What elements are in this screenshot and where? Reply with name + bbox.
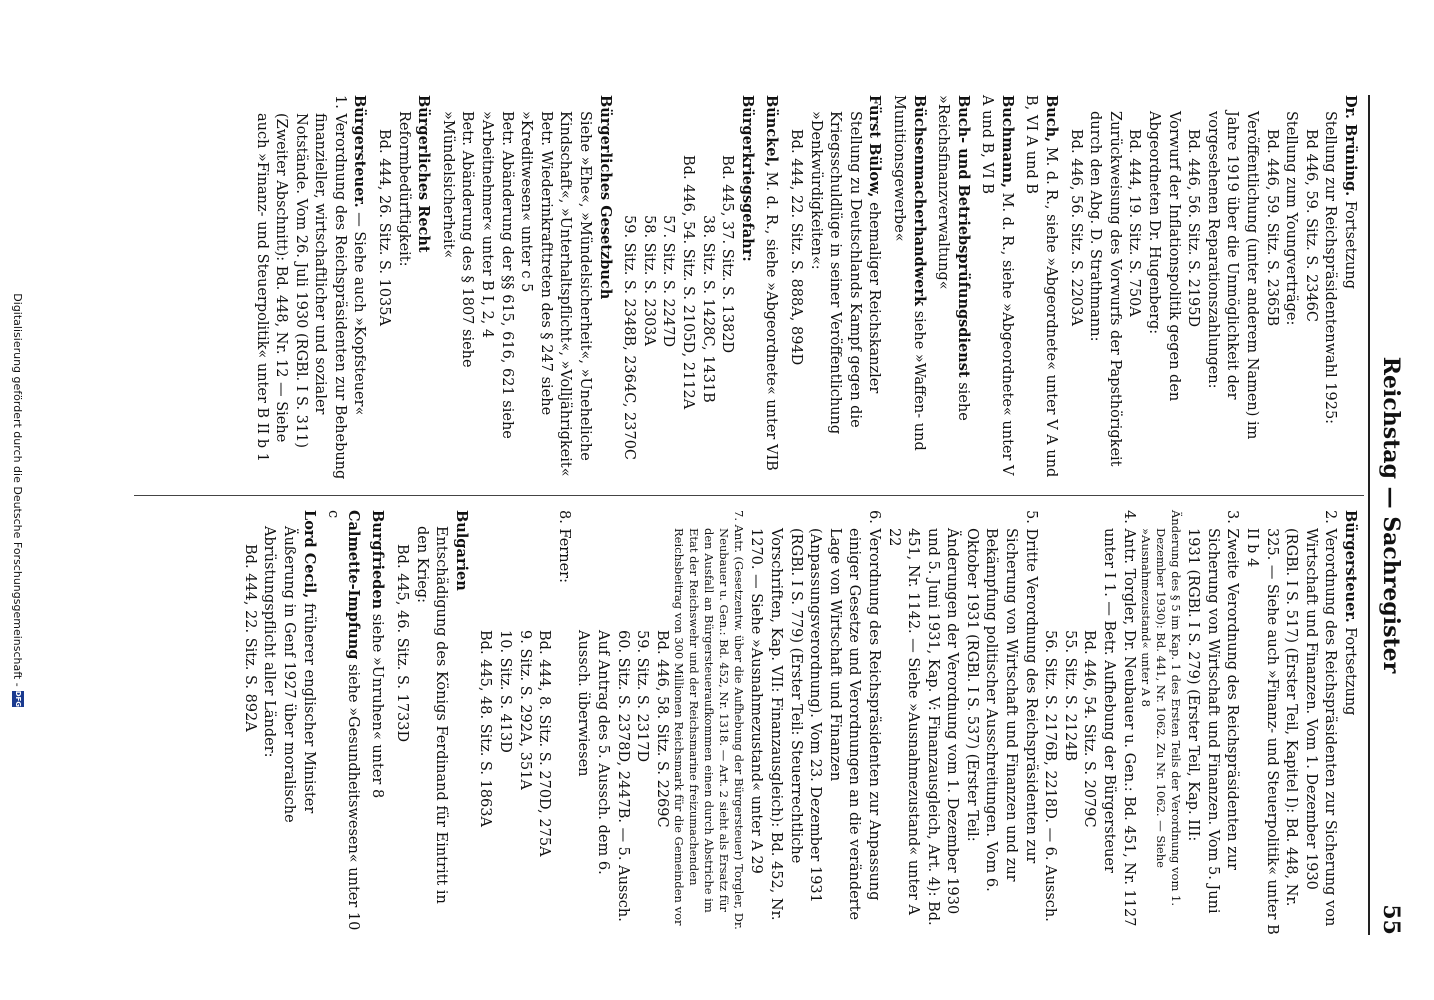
reference-line: 55. Sitz. S. 2124B [1061,630,1078,762]
register-entry [888,95,928,480]
entry-line: 1. Verordnung des Reichspräsidenten zur Behebung finanzieller, wirtschaftlicher und sozialer Notstände. Vom 26. Juli 1930 (RGBl. I S. 311) (Zweiter Abschnitt): Bd. 448, Nr. 12 — Siehe auch »Finanz- und Steuerpolitik« unter B II b 1 [253,95,348,480]
reference-line: Bd 446, 59. Sitz. S. 2346C [1302,129,1319,322]
right-column [235,510,1360,935]
entry-first-line [450,510,471,935]
register-entry [239,510,318,935]
entry-line: Änderung des § 5 im Kap. 1 des Ersten Teils der Verordnung vom 1. Dezember 1930): Bd. 441, Nr. 1062. Zu Nr. 1062. — Siehe »Ausnahmezustand« unter A 8 [1138,510,1183,906]
entry-keyword: Buch- und Betriebsprüfungsdienst [954,95,972,378]
reference-line: Bd. 446, 59. Sitz. S. 2365B [1263,129,1280,327]
entry-line: Betr. Wiederinkrafttreten des § 247 siehe »Kreditwesen« unter c 5 [518,111,554,416]
entry-inline-text: Fortsetzung [1342,627,1358,716]
entry-first-line [413,95,434,480]
entry-keyword: Lord Cecil, [300,510,318,599]
entry-first-line [1339,510,1360,935]
entry-line: 4. Antr. Torgler, Dr. Neubauer u. Gen.: Bd. 451, Nr. 1127 unter I 1. — Betr. Aufhebung der Bürgersteuer [1101,510,1137,927]
entry-line: Auf Antrag des 5. Aussch. dem 6. Aussch. überwiesen [575,630,611,875]
register-entry [761,95,782,480]
entry-line: Zurückweisung des Vorwurfs der Papsthörigkeit durch den Abg. D. Strathmann: [1087,111,1123,467]
entry-keyword: Büchsenmacherhandwerk [910,95,928,307]
register-entry [933,95,973,480]
register-entry [251,95,370,480]
page-title: Reichstag — Sachregister [1378,356,1404,674]
entry-inline-text: M. d. R., siehe »Abgeordnete« unter VIB [763,171,780,471]
entry-keyword: Bünckel, [763,95,781,167]
entry-first-line [761,95,782,480]
entry-keyword: Bürgerliches Gesetzbuch [596,95,614,300]
digitization-footer [7,0,29,1000]
entry-inline-text: siehe »Waffen- und Munitionsgewerbe« [890,95,927,451]
reference-line: Bd. 444, 22. Sitz. S. 888A, 894D [787,129,804,366]
entry-inline-text: siehe »Gesundheitswesen« unter 10 c [325,510,361,931]
entry-line: Siehe »Ehe«, »Mündelsicherheit«, »Uneheliche Kindschaft«, »Unterhaltspflicht«, »Volljährigkeit« [557,111,594,477]
entry-line: Veröffentlichung (unter anderem Namen) im Jahre 1919 über die Unmöglichkeit der vorgesehenen Reparationszahlungen: [1204,111,1261,440]
reference-line: Bd. 445, 46. Sitz. S. 1733D [394,544,411,743]
entry-keyword: Buchmann, [998,95,1016,189]
register-entry [437,95,614,480]
entry-inline-text: M. d. R., siehe »Abgeordnete« unter V A und B, VI B [979,95,1015,476]
entry-first-line [298,510,319,935]
reference-line: 57. Sitz. S. 2247D [660,215,677,348]
register-entry [619,95,757,480]
entry-line: 6. Verordnung des Reichspräsidenten zur Anpassung einiger Gesetze und Verordnungen an die veränderte Lage von Wirtschaft und Finanzen (Anpassungsverordnung). Vom 23. Dezember 1931 (RGBl. I S. 779) (Erster Teil: Steuerrechtliche Vorschriften, Kap. VII: Finanzausgleich): Bd. 452, Nr. 1270. — Siehe »Ausnahmezustand« unter A 29 [748,510,882,921]
entry-line: Betr. Abänderung des § 1807 siehe »Mündelsicherheit« [439,111,476,368]
register-entry [977,95,1017,480]
entry-line: Stellung zur Reichspräsidentenwahl 1925: [1322,111,1339,425]
entry-inline-text: früherer englischer Minister [300,602,317,814]
entry-first-line [1021,95,1061,480]
reference-line: Bd. 445, 37. Sitz. S. 1382D [719,155,736,354]
entry-first-line [864,95,885,480]
reference-line: Bd. 446, 54. Sitz. S. 2079C [1081,630,1098,828]
entry-keyword: Bürgerliches Recht [415,95,433,253]
reference-line: 38. Sitz. S. 1428C, 1431B [699,215,716,403]
entry-line: 5. Dritte Verordnung des Reichspräsidenten zur Sicherung von Wirtschaft und Finanzen und zur Bekämpfung politischer Ausschreitungen. Vom 6. Oktober 1931 (RGBl. I S. 537) (Erster Teil: Änderungen der Verordnung vom 1. Dezember 1930 und 5. Juni 1931, Kap. V: Finanzausgleich, Art. 4): Bd. 451, Nr. 1142. — Siehe »Ausnahmezustand« unter A 22 [885,510,1039,926]
register-entry [374,95,434,480]
entry-line: Stellung zum Youngverträge: [1283,111,1300,326]
entry-line: 2. Verordnung des Reichspräsidenten zur Sicherung von Wirtschaft und Finanzen. Vom 1. Dezember 1930 (RGBl. I S. 517) (Erster Teil, Kapitel I): Bd. 448, Nr. 325. — Siehe auch »Finanz- und Steuerpolitik« unter B II b 4 [1244,510,1339,935]
page-number: 55 [1378,904,1404,935]
entry-keyword: Buch, [1043,95,1061,143]
register-entry [367,510,388,935]
entry-first-line [1339,95,1360,480]
reference-line: Bd. 446, 56. Sitz. S. 2203A [1067,129,1084,326]
entry-keyword: Burgfrieden [369,510,387,610]
entry-inline-text: siehe »Reichsfinanzverwaltung« [935,95,971,421]
entry-first-line [933,95,973,480]
entry-line: Äußerung in Genf 1927 über moralische Abrüstungspflicht aller Länder: [261,526,298,823]
register-entry [391,510,470,935]
entry-first-line [736,95,757,480]
entry-inline-text: ehemaliger Reichskanzler [866,202,883,394]
entry-first-line [888,95,928,480]
entry-keyword: Bulgarien [452,510,470,591]
page-header [1372,95,1404,935]
entry-first-line [367,510,388,935]
header-rule [1368,95,1370,935]
entry-keyword: Dr. Brüning. [1342,95,1359,197]
reference-line: 10. Sitz. S. 413D [497,630,514,753]
entry-keyword: Calmette-Impfung [344,510,362,660]
reference-line: Bd. 444, 19. Sitz. S. 750A [1126,129,1143,317]
reference-line: Bd. 446, 54. Sitz. S. 2105D, 2112A [680,155,696,410]
dfg-logo-icon: DFG [14,690,22,708]
entry-line: 7. Antr. (Gesetzentw. über die Aufhebung der Bürgersteuer) Torgler, Dr. Neubauer u. Gen.: Bd. 452, Nr. 1318. — Art. 2 sieht als Ersatz für den Ausfall an Bürgersteueraufkommen einen durch Abstriche im Etat der Reichswehr und der Reichsmarine freizumachenden Reichsbeitrag von 300 Millionen Reichsmark für die Gemeinden vor [671,510,746,930]
entry-keyword: Fürst Bülow, [866,95,884,198]
reference-line: 9. Sitz. S. 292A, 351A [516,630,533,790]
reference-line: 59. Sitz. S. 2317D [634,630,651,763]
entry-inline-text: Fortsetzung [1342,200,1358,290]
reference-line: Bd. 445, 48. Sitz. S. 1863A [477,630,494,827]
reference-line: Bd. 446, 58. Sitz. S. 2269C [653,630,670,828]
register-entry [323,510,363,935]
register-entry [785,95,884,480]
entry-line: Vorwurf der Inflationspolitik gegen den Abgeordneten Dr. Hugenberg: [1146,111,1182,402]
entry-keyword: Bürgerkriegsgefahr: [738,95,756,262]
entry-inline-text: M. d. R., siehe »Abgeordnete« unter V A und B, VI A und B [1023,95,1060,478]
reference-line: 60. Sitz. S. 2378D, 2447B. — 5. Aussch. [614,630,631,922]
entry-inline-text: siehe »Unruhen« unter 8 [369,613,386,799]
entry-line: Betr. Abänderung der §§ 615, 616, 621 siehe »Arbeitnehmer« unter B I, 2, 4 [479,111,515,439]
column-divider [134,495,1364,496]
reference-line: 58. Sitz. S. 2303A [640,215,657,346]
entry-line: Stellung zu Deutschlands Kampf gegen die Kriegsschuldlüge in seiner Veröffentlichung »Denkwürdigkeiten«: [807,111,863,435]
reference-line: Bd. 444, 8. Sitz. S. 270D, 275A [536,630,553,857]
entry-keyword: Bürgersteuer. [1342,510,1359,623]
entry-keyword: Bürgersteuer. [351,95,369,208]
reference-line: Bd. 444, 22. Sitz. S. 892A [241,544,258,732]
reference-line: 56. Sitz. S. 2176B, 2218D. — 6. Aussch. [1042,630,1059,922]
left-column [247,95,1360,480]
reference-line: Bd. 444, 26. Sitz. S. 1035A [376,129,393,326]
entry-first-line [594,95,615,480]
entry-line: Entschädigung des Königs Ferdinand für Eintritt in den Krieg: [413,526,450,904]
reference-line: 59. Sitz. S. 2348B, 2364C, 2370C [621,215,638,461]
footer-text: Digitalisierung gefördert durch die Deutsche Forschungsgemeinschaft - [11,293,25,687]
entry-line: 8. Ferner: [555,510,572,583]
register-entry [475,510,1360,935]
register-entry [1065,95,1360,480]
reference-line: Bd. 446, 56. Sitz. S. 2195D [1185,129,1202,328]
entry-first-line [349,95,370,480]
entry-inline-text: — Siehe auch »Kopfsteuer« [351,212,368,416]
entry-first-line [977,95,1017,480]
entry-first-line [323,510,363,935]
register-entry [1021,95,1061,480]
entry-line: 3. Zweite Verordnung des Reichspräsidenten zur Sicherung von Wirtschaft und Finanzen. Vom 5. Juni 1931 (RGBl. I S. 279) (Erster Teil, Kap. III: [1185,510,1241,914]
entry-line: Reformbedürftigkeit: [395,111,412,267]
